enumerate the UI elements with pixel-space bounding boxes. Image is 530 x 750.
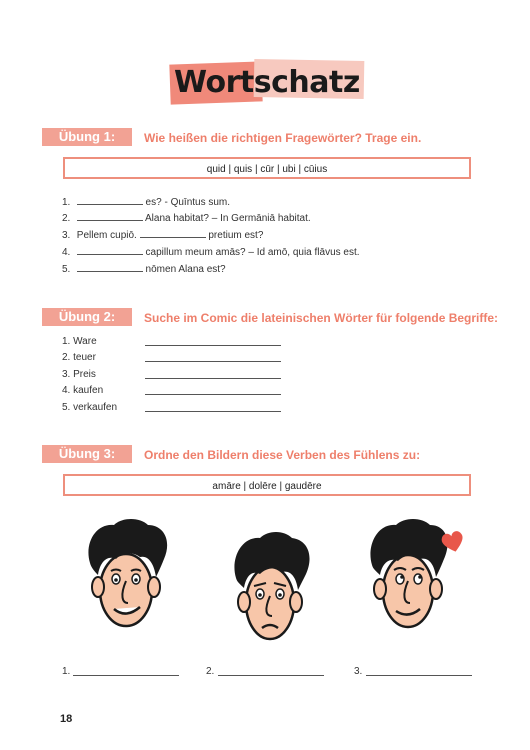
page-number: 18 (60, 713, 73, 725)
exercise2-answer-line-2[interactable] (145, 361, 281, 362)
item-number: 2. (62, 213, 71, 224)
exercise3-answer-number-3: 3. (354, 666, 363, 677)
exercise2-item-1: 1. Ware (62, 336, 97, 347)
item-post-text: es? - Quīntus sum. (142, 197, 231, 208)
exercise1-instruction: Wie heißen die richtigen Fragewörter? Trage ein. (144, 131, 422, 145)
heart-icon (440, 530, 466, 554)
item-pre-text: Pellem cupiō. (76, 230, 140, 241)
exercise2-item-5: 5. verkaufen (62, 402, 118, 413)
exercise3-answer-line-1[interactable] (73, 675, 179, 676)
exercise1-item-5 (62, 262, 226, 275)
exercise3-answer-line-3[interactable] (366, 675, 472, 676)
exercise3-answer-number-1: 1. (62, 666, 71, 677)
exercise3-answer-line-2[interactable] (218, 675, 324, 676)
exercise3-label: Übung 3: (42, 445, 132, 463)
exercise2-label: Übung 2: (42, 308, 132, 326)
exercise2-item-3: 3. Preis (62, 369, 96, 380)
exercise1-item-3 (62, 228, 263, 241)
sad-boy-face-icon (222, 528, 322, 648)
answer-blank[interactable] (77, 195, 143, 205)
exercise1-item-2 (62, 211, 311, 224)
page-title (166, 60, 368, 104)
exercise2-answer-line-5[interactable] (145, 411, 281, 412)
item-post-text: nōmen Alana est? (142, 264, 226, 275)
exercise3-word-box: amāre | dolēre | gaudēre (63, 474, 471, 496)
exercise2-answer-line-3[interactable] (145, 378, 281, 379)
title-part-1: Wort (174, 65, 254, 100)
title-text (174, 65, 360, 100)
exercise2-instruction: Suche im Comic die lateinischen Wörter für folgende Begriffe: (144, 311, 499, 325)
title-part-2: schatz (253, 65, 360, 100)
answer-blank[interactable] (77, 262, 143, 272)
smiling-boy-face-icon (78, 515, 178, 635)
exercise2-item-4: 4. kaufen (62, 385, 104, 396)
item-post-text: pretium est? (205, 230, 264, 241)
item-number: 5. (62, 264, 71, 275)
exercise3-instruction: Ordne den Bildern diese Verben des Fühlens zu: (144, 448, 421, 462)
exercise3-answer-number-2: 2. (206, 666, 215, 677)
item-number: 1. (62, 197, 71, 208)
exercise2-answer-line-4[interactable] (145, 394, 281, 395)
exercise2-item-2: 2. teuer (62, 352, 96, 363)
item-number: 3. (62, 230, 71, 241)
exercise1-item-1 (62, 195, 230, 208)
item-number: 4. (62, 247, 71, 258)
answer-blank[interactable] (77, 245, 143, 255)
exercise1-label: Übung 1: (42, 128, 132, 146)
exercise1-item-4 (62, 245, 360, 258)
answer-blank[interactable] (140, 228, 206, 238)
item-post-text: Alana habitat? – In Germāniā habitat. (142, 213, 311, 224)
exercise1-word-box: quid | quis | cūr | ubi | cūius (63, 157, 471, 179)
answer-blank[interactable] (77, 211, 143, 221)
exercise2-answer-line-1[interactable] (145, 345, 281, 346)
item-post-text: capillum meum amās? – Id amō, quia flāvus est. (142, 247, 360, 258)
